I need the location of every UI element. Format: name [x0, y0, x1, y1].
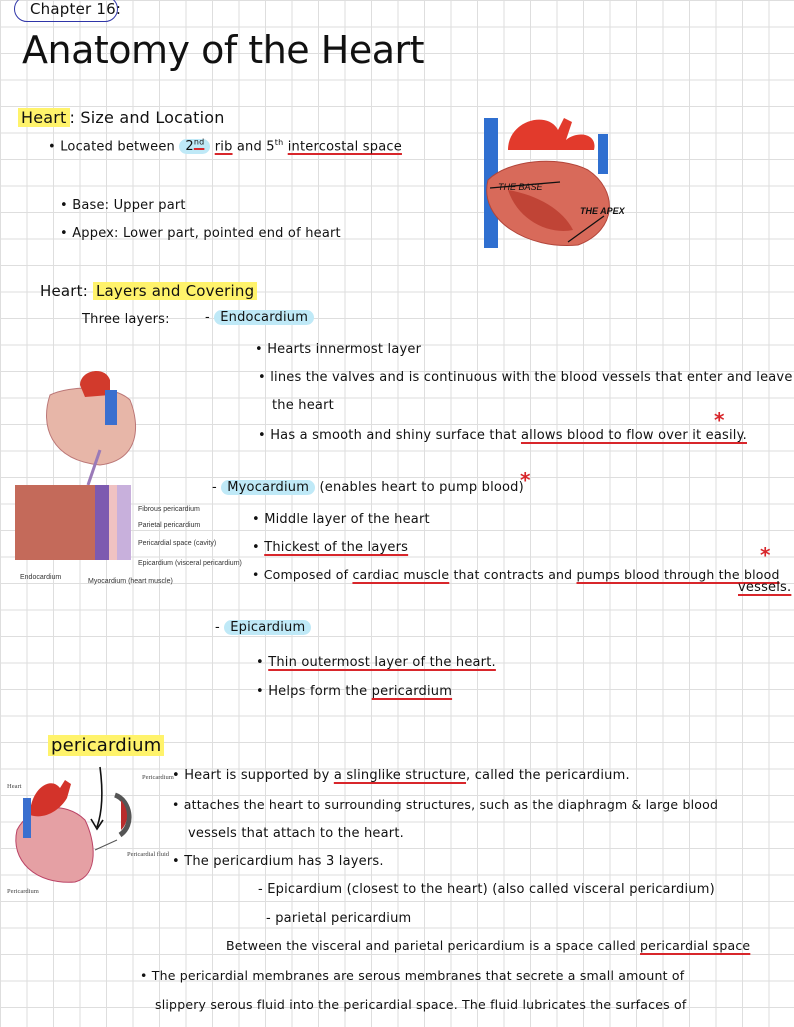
space-number: 5 — [266, 139, 275, 155]
three-layers-label: Three layers: — [82, 312, 170, 327]
endo-b3-underlined: allows blood to flow over it easily. — [520, 428, 747, 443]
chapter-label: Chapter 16: — [30, 0, 122, 18]
apex-label: THE APEX — [580, 206, 625, 216]
rib-sup: nd — [193, 138, 205, 147]
cavity-label: Pericardial space (cavity) — [138, 540, 217, 547]
pericardium-heading-text: pericardium — [48, 735, 164, 756]
peri-b1-post: , called the pericardium. — [466, 768, 630, 783]
myo-b2 — [252, 540, 408, 555]
small-heart-body — [47, 388, 136, 465]
asterisk-mark: * — [760, 543, 771, 567]
pericardium-diagram — [5, 770, 177, 895]
aorta — [508, 118, 595, 150]
myo-b3-pre: • Composed of — [252, 567, 349, 582]
myo-b3-cont: vessels. — [738, 580, 792, 595]
peri-b1-pre: • Heart is supported by — [172, 768, 330, 783]
epi-b1 — [256, 655, 496, 670]
myo-dash: - — [212, 480, 217, 495]
and-text: and — [236, 139, 262, 155]
myocardium-heading — [212, 480, 524, 495]
page-title: Anatomy of the Heart — [22, 28, 425, 72]
myo-b3-muscle: cardiac muscle — [352, 567, 450, 582]
peri-between — [226, 938, 750, 953]
rib-text: rib — [214, 139, 233, 155]
myo-b2-text: Thickest of the layers — [264, 540, 409, 555]
size-location-heading — [18, 108, 225, 127]
myo-b1: • Middle layer of the heart — [252, 512, 430, 527]
parietal-label: Parietal pericardium — [138, 522, 201, 529]
epi-b1-bullet: • — [256, 655, 264, 670]
located-line — [48, 138, 402, 154]
epi-b2-underlined: pericardium — [371, 684, 453, 699]
rib-highlight — [179, 139, 210, 154]
base-bullet: • Base: Upper part — [60, 198, 186, 213]
epicardium-block — [95, 485, 109, 560]
endocardium-heading — [205, 310, 314, 325]
peri-b1-underlined: a slinglike structure — [333, 768, 467, 783]
asterisk-mark: * — [520, 468, 531, 492]
pericardium-label: Pericardium — [142, 774, 174, 781]
base-label: THE BASE — [498, 182, 543, 192]
zoom-connector — [95, 840, 117, 850]
heart-diagram — [468, 110, 648, 258]
asterisk-mark: * — [714, 408, 725, 432]
epicardium-heading — [215, 620, 311, 635]
peri-b3: • The pericardium has 3 layers. — [172, 854, 384, 869]
parietal-block — [117, 485, 131, 560]
endo-b2-cont: the heart — [272, 398, 334, 413]
heart-wall-diagram — [10, 365, 242, 595]
epi-label: Epicardium — [224, 620, 311, 635]
peri-b2: • attaches the heart to surrounding structures, such as the diaphragm & large blood — [172, 797, 719, 812]
endo-b2: • lines the valves and is continuous with the blood vessels that enter and leave — [258, 370, 793, 385]
endo-b1: • Hearts innermost layer — [255, 342, 422, 357]
peri-l1: - Epicardium (closest to the heart) (also called visceral pericardium) — [258, 882, 715, 897]
layers-heading — [40, 282, 257, 300]
space-text: intercostal space — [287, 139, 402, 155]
heart-heading: Heart — [18, 108, 70, 127]
small-vein — [105, 390, 117, 425]
myo-b3-pumps: pumps blood through the blood — [576, 567, 780, 582]
size-location-subheading: : Size and Location — [69, 108, 225, 127]
epi-b2 — [256, 684, 452, 699]
myo-b3 — [252, 567, 780, 582]
peri-membranes-cont: slippery serous fluid into the pericardial space. The fluid lubricates the surfaces of — [155, 997, 687, 1012]
between-underlined: pericardial space — [640, 938, 751, 953]
between-pre: Between the visceral and parietal pericardium is a space called — [226, 938, 636, 953]
peri-b2-cont: vessels that attach to the heart. — [188, 826, 404, 841]
myo-label: Myocardium — [221, 480, 315, 495]
cavity-block — [109, 485, 117, 560]
endo-dash: - — [205, 310, 210, 325]
epi-dash: - — [215, 620, 220, 635]
pericardium-bottom-label: Pericardium — [7, 888, 39, 895]
pulmonary-vein — [598, 134, 608, 174]
myo-b2-bullet: • — [252, 540, 260, 555]
rib-number: 2 — [185, 139, 194, 155]
heart-body — [487, 161, 610, 245]
epicardium-label: Epicardium (visceral pericardium) — [138, 560, 242, 567]
peri-b1 — [172, 768, 630, 783]
epi-b2-pre: • Helps form the — [256, 684, 368, 699]
fibrous-label: Fibrous pericardium — [138, 506, 200, 513]
epi-b1-text: Thin outermost layer of the heart. — [268, 655, 496, 670]
peri-vein — [23, 798, 31, 838]
peri-membranes: • The pericardial membranes are serous membranes that secrete a small amount of — [140, 968, 685, 983]
layers-highlight: Layers and Covering — [93, 282, 257, 300]
peri-l2: - parietal pericardium — [266, 911, 412, 926]
myo-b3-mid: that contracts and — [453, 567, 573, 582]
layers-heading-prefix: Heart: — [40, 282, 89, 300]
space-sup: th — [274, 138, 284, 147]
apex-bullet: • Appex: Lower part, pointed end of heart — [60, 226, 341, 241]
endo-b3-pre: • Has a smooth and shiny surface that — [258, 428, 517, 443]
myo-note: (enables heart to pump blood) — [319, 480, 524, 495]
endo-b3 — [258, 428, 747, 443]
located-prefix: • Located between — [48, 139, 175, 155]
myocardium-label: Myocardium (heart muscle) — [88, 578, 173, 585]
pericardium-heading — [48, 735, 164, 756]
fluid-label: Pericardial fluid — [127, 851, 170, 858]
endo-label: Endocardium — [214, 310, 314, 325]
heart-label: Heart — [7, 783, 22, 790]
myocardium-block — [15, 485, 95, 560]
endocardium-label: Endocardium — [20, 574, 62, 581]
